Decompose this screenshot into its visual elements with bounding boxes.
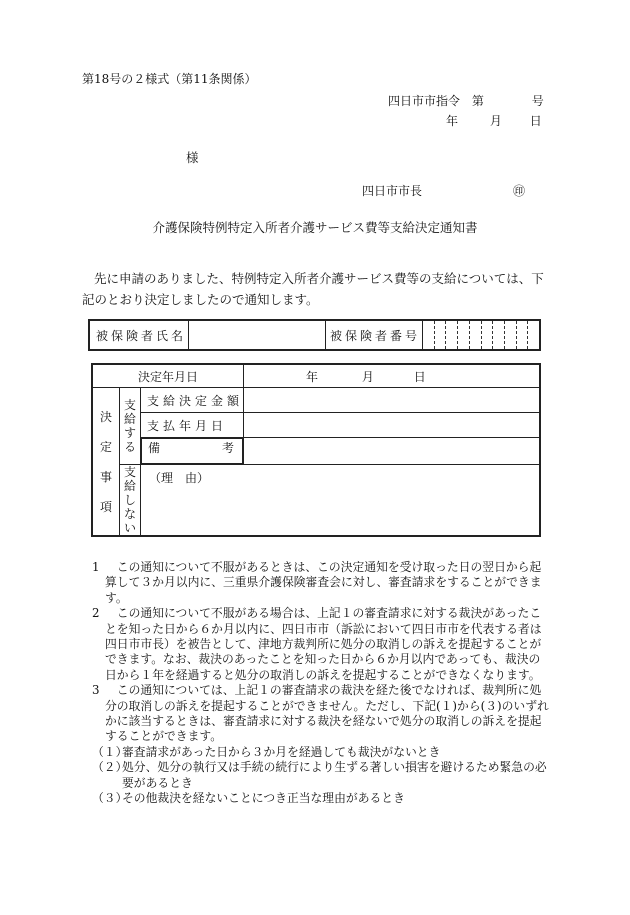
- issue-date-line: [446, 112, 542, 129]
- decision-month: 月: [361, 369, 374, 384]
- subnote-1-number: （１）: [92, 744, 128, 759]
- insured-name-label: 被保険者氏名: [89, 320, 189, 350]
- document-title: 介護保険特例特定入所者介護サービス費等支給決定通知書: [152, 220, 478, 235]
- reason-label: （理 由）: [149, 471, 210, 485]
- amount-field[interactable]: [244, 388, 541, 413]
- reason-field[interactable]: [141, 465, 541, 537]
- side-char-2: 定: [99, 439, 112, 454]
- reference-prefix: 四日市市指令: [388, 94, 461, 108]
- insured-number-label: 被保険者番号: [326, 320, 423, 350]
- nopay-label-chars: [120, 465, 140, 535]
- pay-label-char: す: [123, 426, 136, 440]
- nopay-label-char: 支: [123, 465, 136, 479]
- remarks-label: [141, 438, 243, 464]
- insured-number-digit[interactable]: [504, 321, 516, 349]
- intro-paragraph: 先に申請のありました、特例特定入所者介護サービス費等の支給については、下記のとおり決定しましたので通知します。: [82, 271, 544, 307]
- subnote-3-text: その他裁決を経ないことにつき正当な理由があるとき: [122, 791, 405, 806]
- pay-vertical-label: [120, 388, 141, 465]
- payment-date-field[interactable]: [244, 413, 541, 438]
- subnote-1: [92, 745, 552, 760]
- decision-table: [91, 363, 541, 537]
- pay-label-char: 支: [123, 398, 136, 412]
- note-3-number: 3: [92, 683, 100, 698]
- reference-go: 号: [531, 94, 544, 108]
- nopay-label-char: 給: [123, 479, 136, 493]
- insured-number-digit[interactable]: [492, 321, 504, 349]
- nopay-label-char: し: [123, 493, 136, 507]
- note-2-text: この通知について不服がある場合は、上記１の審査請求に対する裁決があったことを知った日から６か月以内に、四日市市（訴訟において四日市市を代表する者は四日市市長）を被告として、津地方裁判所に処分の取消しの訴えを提起することができます。なお、裁決のあったことを知った日から６か月以内であっても、裁決の日から１年を経過すると処分の取消しの訴えを提起することができなくなります。: [105, 606, 542, 682]
- insured-number-digit[interactable]: [516, 321, 528, 349]
- reference-number-line: [388, 92, 544, 109]
- pay-label-char: 給: [123, 412, 136, 426]
- subnote-2: [92, 760, 552, 791]
- insured-name-field[interactable]: [189, 320, 326, 350]
- remarks-char-2: 考: [221, 441, 234, 455]
- subnote-2-number: （２）: [92, 760, 128, 775]
- decision-year: 年: [306, 369, 319, 384]
- insured-number-digit[interactable]: [434, 321, 446, 349]
- side-char-4: 項: [99, 499, 112, 514]
- insured-number-digit[interactable]: [481, 321, 493, 349]
- pay-label-chars: [120, 398, 140, 454]
- insured-number-digit[interactable]: [445, 321, 457, 349]
- note-2: [92, 606, 552, 683]
- subnote-1-text: 審査請求があった日から３か月を経過しても裁決がないとき: [122, 744, 441, 759]
- seal-mark: ㊞: [513, 184, 526, 198]
- remarks-char-1: 備: [148, 441, 161, 455]
- insured-number-field[interactable]: [423, 320, 541, 350]
- subnote-2-text: 処分、処分の執行又は手続の続行により生ずる著しい損害を避けるため緊急の必要があるとき: [122, 760, 547, 790]
- issue-month: 月: [489, 114, 502, 128]
- note-1-text: この通知について不服があるときは、この決定通知を受け取った日の翌日から起算して３か月以内に、三重県介護保険審査会に対し、審査請求をすることができます。: [105, 560, 542, 605]
- issue-day: 日: [529, 114, 542, 128]
- amount-label: 支給決定金額: [141, 388, 244, 413]
- note-1: [92, 560, 552, 606]
- decision-day: 日: [413, 369, 426, 384]
- insured-number-digit[interactable]: [469, 321, 481, 349]
- insured-number-digit[interactable]: [527, 321, 539, 349]
- note-1-number: 1: [92, 560, 100, 574]
- subnote-3-number: （３）: [92, 791, 128, 806]
- nopay-label-char: な: [123, 507, 136, 521]
- side-char-1: 決: [99, 409, 112, 424]
- mayor-title: 四日市市長: [362, 184, 423, 198]
- note-2-number: 2: [92, 606, 100, 621]
- issue-year: 年: [446, 114, 459, 128]
- insured-number-digit-boxes: [423, 321, 539, 349]
- form-number: 第18号の２様式（第11条関係）: [82, 72, 257, 86]
- nopay-vertical-label: [120, 465, 141, 537]
- notes-section: [92, 560, 552, 807]
- decision-date-label: 決定年月日: [92, 364, 244, 388]
- side-char-3: 事: [99, 469, 112, 484]
- note-3: [92, 683, 552, 745]
- note-3-text: この通知については、上記１の審査請求の裁決を経た後でなければ、裁判所に処分の取消しの訴えを提起することができません。ただし、下記(１)から(３)のいずれかに該当するときは、審査請求に対する裁決を経ないで処分の取消しの訴えを提起することができます。: [105, 683, 549, 744]
- reference-dai: 第: [471, 94, 484, 108]
- insured-person-table: [88, 319, 541, 351]
- decision-date-field[interactable]: [244, 364, 541, 388]
- pay-label-char: る: [123, 440, 136, 454]
- nopay-label-char: い: [123, 521, 136, 535]
- payment-date-label: 支払年月日: [141, 413, 244, 438]
- insured-number-digit[interactable]: [457, 321, 469, 349]
- addressee-honorific: 様: [186, 150, 199, 165]
- subnote-3: [92, 791, 552, 806]
- insured-number-digit[interactable]: [423, 321, 434, 349]
- decision-items-side-label: [92, 388, 120, 537]
- remarks-field[interactable]: [244, 438, 541, 465]
